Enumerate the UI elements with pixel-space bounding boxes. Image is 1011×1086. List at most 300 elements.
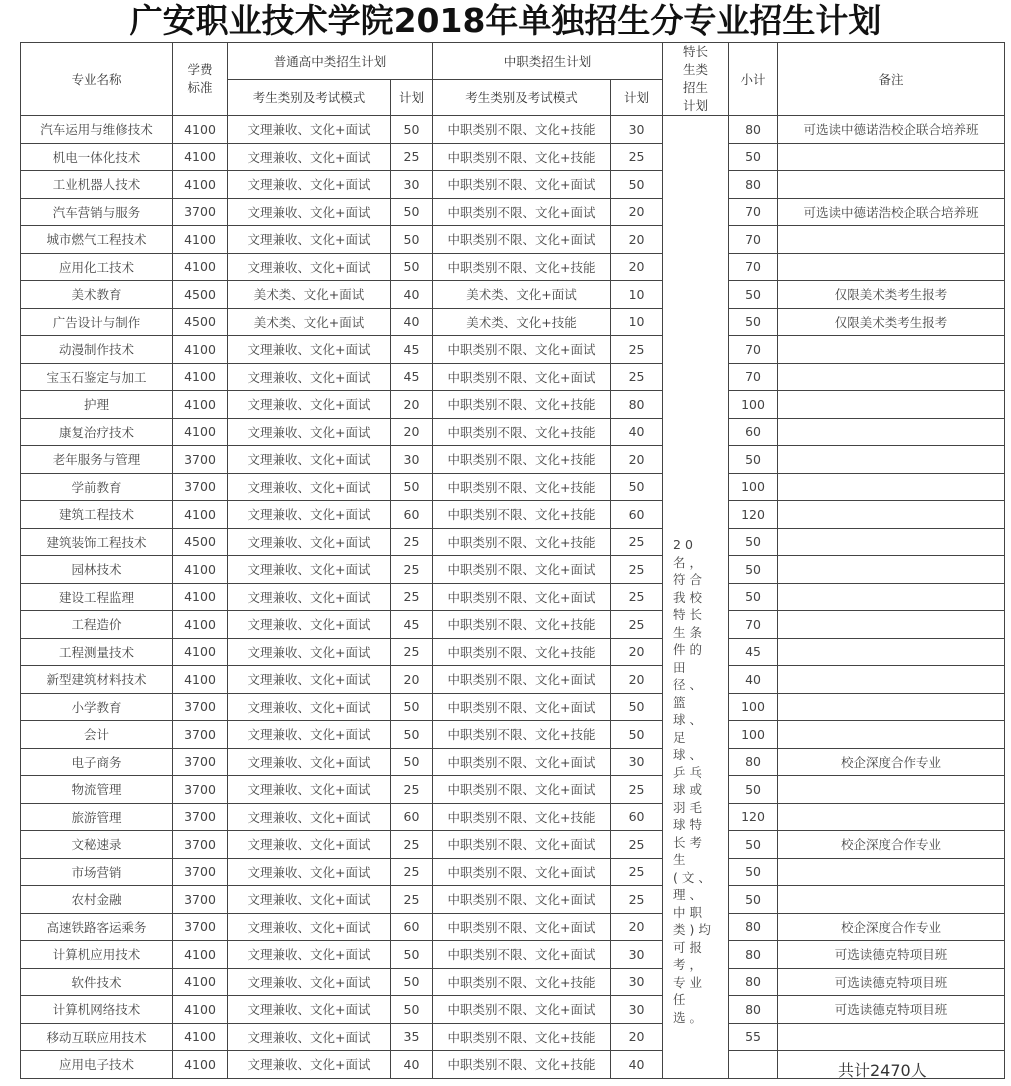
cell-hs-plan: 50	[391, 473, 433, 501]
header-highschool-plan: 普通高中类招生计划	[228, 43, 433, 80]
cell-fee: 3700	[173, 776, 228, 804]
cell-hs-mode: 文理兼收、文化+面试	[228, 501, 391, 529]
cell-fee: 4100	[173, 116, 228, 144]
cell-hs-plan: 25	[391, 831, 433, 859]
cell-hs-mode: 文理兼收、文化+面试	[228, 363, 391, 391]
cell-notes: 校企深度合作专业	[778, 913, 1005, 941]
cell-voc-plan: 20	[611, 638, 663, 666]
cell-fee: 4100	[173, 253, 228, 281]
cell-notes: 校企深度合作专业	[778, 748, 1005, 776]
cell-subtotal: 80	[729, 996, 778, 1024]
total-count: 共计2470人	[838, 1061, 927, 1080]
cell-subtotal: 45	[729, 638, 778, 666]
cell-major: 应用电子技术	[21, 1051, 173, 1079]
table-row	[21, 198, 1005, 226]
table-row	[21, 913, 1005, 941]
cell-hs-plan: 20	[391, 666, 433, 694]
cell-voc-plan: 25	[611, 336, 663, 364]
cell-subtotal: 50	[729, 528, 778, 556]
cell-hs-mode: 文理兼收、文化+面试	[228, 748, 391, 776]
cell-notes: 校企深度合作专业	[778, 831, 1005, 859]
cell-subtotal: 120	[729, 501, 778, 529]
cell-major: 应用化工技术	[21, 253, 173, 281]
cell-hs-plan: 50	[391, 968, 433, 996]
cell-voc-plan: 60	[611, 803, 663, 831]
cell-voc-mode: 中职类别不限、文化+技能	[433, 391, 611, 419]
cell-voc-plan: 25	[611, 776, 663, 804]
cell-voc-mode: 中职类别不限、文化+技能	[433, 446, 611, 474]
cell-voc-mode: 中职类别不限、文化+技能	[433, 1051, 611, 1079]
cell-hs-plan: 20	[391, 391, 433, 419]
table-row	[21, 803, 1005, 831]
cell-voc-mode: 中职类别不限、文化+面试	[433, 198, 611, 226]
cell-voc-mode: 中职类别不限、文化+技能	[433, 253, 611, 281]
cell-notes	[778, 803, 1005, 831]
cell-hs-mode: 文理兼收、文化+面试	[228, 143, 391, 171]
cell-hs-plan: 25	[391, 776, 433, 804]
cell-voc-mode: 中职类别不限、文化+面试	[433, 913, 611, 941]
cell-subtotal: 80	[729, 941, 778, 969]
header-fee: 学费标准	[173, 43, 228, 116]
cell-voc-plan: 10	[611, 308, 663, 336]
cell-voc-mode: 中职类别不限、文化+面试	[433, 336, 611, 364]
cell-hs-plan: 25	[391, 583, 433, 611]
cell-hs-mode: 文理兼收、文化+面试	[228, 336, 391, 364]
cell-hs-mode: 文理兼收、文化+面试	[228, 473, 391, 501]
cell-hs-plan: 60	[391, 501, 433, 529]
enrollment-plan-table	[20, 42, 1005, 1079]
cell-fee: 4100	[173, 363, 228, 391]
cell-subtotal: 70	[729, 336, 778, 364]
cell-major: 市场营销	[21, 858, 173, 886]
cell-major: 美术教育	[21, 281, 173, 309]
cell-major: 新型建筑材料技术	[21, 666, 173, 694]
cell-voc-plan: 20	[611, 666, 663, 694]
table-row	[21, 638, 1005, 666]
cell-voc-mode: 中职类别不限、文化+技能	[433, 803, 611, 831]
cell-voc-plan: 30	[611, 996, 663, 1024]
cell-hs-plan: 50	[391, 941, 433, 969]
cell-voc-plan: 25	[611, 831, 663, 859]
cell-voc-mode: 中职类别不限、文化+面试	[433, 886, 611, 914]
cell-notes	[778, 446, 1005, 474]
cell-hs-mode: 文理兼收、文化+面试	[228, 418, 391, 446]
cell-fee: 3700	[173, 748, 228, 776]
cell-voc-mode: 中职类别不限、文化+技能	[433, 418, 611, 446]
cell-notes	[778, 336, 1005, 364]
header-hs-plan: 计划	[391, 79, 433, 116]
cell-voc-mode: 中职类别不限、文化+技能	[433, 143, 611, 171]
cell-fee: 4500	[173, 281, 228, 309]
table-row	[21, 473, 1005, 501]
cell-voc-plan: 25	[611, 363, 663, 391]
cell-fee: 3700	[173, 831, 228, 859]
cell-hs-mode: 文理兼收、文化+面试	[228, 171, 391, 199]
cell-special-plan: 20名，符合我校特长生条件的田径、篮球、足球、乒乓球或羽毛球特长考生(文、理、中职类)均可报考，专业任选。	[663, 116, 729, 1079]
cell-voc-mode: 中职类别不限、文化+面试	[433, 996, 611, 1024]
table-row	[21, 226, 1005, 254]
cell-notes	[778, 171, 1005, 199]
cell-major: 城市燃气工程技术	[21, 226, 173, 254]
cell-voc-plan: 25	[611, 583, 663, 611]
cell-major: 宝玉石鉴定与加工	[21, 363, 173, 391]
cell-voc-plan: 25	[611, 858, 663, 886]
cell-notes: 可选读中德诺浩校企联合培养班	[778, 116, 1005, 144]
cell-subtotal	[729, 1051, 778, 1079]
cell-voc-plan: 30	[611, 968, 663, 996]
cell-subtotal: 70	[729, 611, 778, 639]
cell-fee: 3700	[173, 446, 228, 474]
cell-fee: 4500	[173, 528, 228, 556]
cell-voc-mode: 中职类别不限、文化+技能	[433, 611, 611, 639]
table-row	[21, 1023, 1005, 1051]
table-row	[21, 968, 1005, 996]
cell-voc-mode: 中职类别不限、文化+技能	[433, 116, 611, 144]
header-voc-mode: 考生类别及考试模式	[433, 79, 611, 116]
cell-hs-plan: 20	[391, 418, 433, 446]
cell-major: 电子商务	[21, 748, 173, 776]
cell-hs-plan: 50	[391, 693, 433, 721]
cell-hs-mode: 文理兼收、文化+面试	[228, 776, 391, 804]
cell-hs-plan: 25	[391, 638, 433, 666]
cell-major: 建筑装饰工程技术	[21, 528, 173, 556]
table-row	[21, 611, 1005, 639]
cell-fee: 3700	[173, 721, 228, 749]
cell-hs-plan: 45	[391, 611, 433, 639]
cell-notes	[778, 226, 1005, 254]
cell-hs-plan: 25	[391, 556, 433, 584]
cell-hs-mode: 文理兼收、文化+面试	[228, 638, 391, 666]
cell-hs-mode: 文理兼收、文化+面试	[228, 803, 391, 831]
cell-voc-mode: 中职类别不限、文化+技能	[433, 638, 611, 666]
cell-hs-plan: 50	[391, 721, 433, 749]
cell-voc-plan: 10	[611, 281, 663, 309]
cell-hs-mode: 文理兼收、文化+面试	[228, 253, 391, 281]
cell-voc-mode: 美术类、文化+技能	[433, 308, 611, 336]
cell-notes	[778, 611, 1005, 639]
cell-major: 工程造价	[21, 611, 173, 639]
cell-subtotal: 50	[729, 281, 778, 309]
cell-notes	[778, 556, 1005, 584]
cell-hs-plan: 50	[391, 116, 433, 144]
cell-major: 工程测量技术	[21, 638, 173, 666]
cell-voc-mode: 中职类别不限、文化+面试	[433, 666, 611, 694]
cell-subtotal: 50	[729, 776, 778, 804]
cell-notes: 可选读中德诺浩校企联合培养班	[778, 198, 1005, 226]
cell-notes	[778, 666, 1005, 694]
cell-subtotal: 50	[729, 308, 778, 336]
cell-fee: 4100	[173, 501, 228, 529]
cell-hs-mode: 文理兼收、文化+面试	[228, 1051, 391, 1079]
cell-hs-mode: 文理兼收、文化+面试	[228, 831, 391, 859]
cell-subtotal: 50	[729, 143, 778, 171]
cell-major: 高速铁路客运乘务	[21, 913, 173, 941]
header-voc-plan: 计划	[611, 79, 663, 116]
cell-voc-plan: 20	[611, 913, 663, 941]
table-row	[21, 336, 1005, 364]
cell-major: 软件技术	[21, 968, 173, 996]
cell-voc-plan: 50	[611, 171, 663, 199]
cell-hs-plan: 35	[391, 1023, 433, 1051]
cell-subtotal: 100	[729, 693, 778, 721]
header-special-plan: 特长生类招生计划	[663, 43, 729, 116]
cell-notes	[778, 776, 1005, 804]
table-row	[21, 116, 1005, 144]
cell-hs-plan: 50	[391, 996, 433, 1024]
cell-hs-mode: 文理兼收、文化+面试	[228, 528, 391, 556]
cell-hs-plan: 40	[391, 308, 433, 336]
cell-hs-mode: 文理兼收、文化+面试	[228, 1023, 391, 1051]
cell-subtotal: 60	[729, 418, 778, 446]
table-row	[21, 583, 1005, 611]
table-row	[21, 776, 1005, 804]
cell-hs-plan: 25	[391, 528, 433, 556]
cell-fee: 4100	[173, 1051, 228, 1079]
table-row	[21, 253, 1005, 281]
cell-voc-mode: 美术类、文化+面试	[433, 281, 611, 309]
cell-fee: 3700	[173, 886, 228, 914]
cell-fee: 4100	[173, 1023, 228, 1051]
cell-voc-plan: 25	[611, 528, 663, 556]
cell-voc-plan: 20	[611, 253, 663, 281]
cell-fee: 3700	[173, 198, 228, 226]
header-notes: 备注	[778, 43, 1005, 116]
cell-hs-mode: 文理兼收、文化+面试	[228, 556, 391, 584]
cell-fee: 4100	[173, 336, 228, 364]
cell-notes: 仅限美术类考生报考	[778, 281, 1005, 309]
cell-hs-plan: 40	[391, 1051, 433, 1079]
cell-voc-plan: 80	[611, 391, 663, 419]
cell-notes	[778, 638, 1005, 666]
table-row	[21, 171, 1005, 199]
cell-notes	[778, 886, 1005, 914]
cell-hs-mode: 文理兼收、文化+面试	[228, 721, 391, 749]
cell-voc-mode: 中职类别不限、文化+面试	[433, 748, 611, 776]
cell-hs-plan: 45	[391, 363, 433, 391]
cell-major: 园林技术	[21, 556, 173, 584]
cell-fee: 3700	[173, 693, 228, 721]
cell-subtotal: 80	[729, 913, 778, 941]
cell-notes	[778, 391, 1005, 419]
cell-notes: 可选读德克特项目班	[778, 996, 1005, 1024]
cell-subtotal: 70	[729, 226, 778, 254]
cell-hs-mode: 文理兼收、文化+面试	[228, 116, 391, 144]
cell-voc-plan: 50	[611, 473, 663, 501]
cell-subtotal: 40	[729, 666, 778, 694]
cell-notes	[778, 528, 1005, 556]
cell-hs-mode: 文理兼收、文化+面试	[228, 391, 391, 419]
cell-major: 机电一体化技术	[21, 143, 173, 171]
table-row	[21, 556, 1005, 584]
cell-subtotal: 80	[729, 748, 778, 776]
cell-major: 小学教育	[21, 693, 173, 721]
cell-major: 汽车运用与维修技术	[21, 116, 173, 144]
table-row	[21, 446, 1005, 474]
cell-hs-plan: 25	[391, 886, 433, 914]
cell-hs-mode: 文理兼收、文化+面试	[228, 611, 391, 639]
cell-subtotal: 50	[729, 583, 778, 611]
cell-voc-plan: 20	[611, 226, 663, 254]
cell-subtotal: 55	[729, 1023, 778, 1051]
header-hs-mode: 考生类别及考试模式	[228, 79, 391, 116]
cell-voc-plan: 25	[611, 886, 663, 914]
cell-voc-plan: 40	[611, 1051, 663, 1079]
cell-voc-plan: 50	[611, 693, 663, 721]
page-title: 广安职业技术学院2018年单独招生分专业招生计划	[129, 1, 882, 40]
cell-voc-mode: 中职类别不限、文化+面试	[433, 363, 611, 391]
table-row	[21, 748, 1005, 776]
cell-notes: 仅限美术类考生报考	[778, 308, 1005, 336]
cell-subtotal: 80	[729, 171, 778, 199]
cell-voc-mode: 中职类别不限、文化+面试	[433, 583, 611, 611]
cell-major: 计算机网络技术	[21, 996, 173, 1024]
cell-fee: 4100	[173, 583, 228, 611]
cell-hs-mode: 文理兼收、文化+面试	[228, 913, 391, 941]
cell-hs-plan: 60	[391, 803, 433, 831]
table-row	[21, 858, 1005, 886]
table-row	[21, 143, 1005, 171]
cell-major: 老年服务与管理	[21, 446, 173, 474]
cell-notes	[778, 253, 1005, 281]
cell-hs-plan: 50	[391, 253, 433, 281]
table-row	[21, 693, 1005, 721]
cell-hs-mode: 文理兼收、文化+面试	[228, 446, 391, 474]
cell-voc-plan: 40	[611, 418, 663, 446]
table-row	[21, 941, 1005, 969]
cell-subtotal: 50	[729, 556, 778, 584]
table-body	[21, 116, 1005, 1079]
cell-major: 物流管理	[21, 776, 173, 804]
cell-voc-plan: 20	[611, 1023, 663, 1051]
cell-hs-plan: 50	[391, 748, 433, 776]
cell-voc-mode: 中职类别不限、文化+面试	[433, 171, 611, 199]
cell-hs-plan: 25	[391, 143, 433, 171]
cell-hs-plan: 50	[391, 226, 433, 254]
cell-voc-mode: 中职类别不限、文化+技能	[433, 968, 611, 996]
cell-voc-mode: 中职类别不限、文化+面试	[433, 831, 611, 859]
cell-notes: 可选读德克特项目班	[778, 968, 1005, 996]
cell-voc-mode: 中职类别不限、文化+技能	[433, 528, 611, 556]
cell-major: 广告设计与制作	[21, 308, 173, 336]
cell-voc-plan: 20	[611, 198, 663, 226]
table-row	[21, 721, 1005, 749]
cell-major: 汽车营销与服务	[21, 198, 173, 226]
cell-voc-plan: 50	[611, 721, 663, 749]
cell-hs-plan: 30	[391, 446, 433, 474]
cell-hs-mode: 文理兼收、文化+面试	[228, 941, 391, 969]
cell-major: 动漫制作技术	[21, 336, 173, 364]
cell-notes	[778, 693, 1005, 721]
cell-hs-mode: 文理兼收、文化+面试	[228, 666, 391, 694]
cell-hs-mode: 文理兼收、文化+面试	[228, 858, 391, 886]
cell-fee: 4100	[173, 996, 228, 1024]
cell-voc-plan: 25	[611, 556, 663, 584]
cell-subtotal: 50	[729, 446, 778, 474]
cell-hs-mode: 文理兼收、文化+面试	[228, 693, 391, 721]
cell-hs-plan: 25	[391, 858, 433, 886]
cell-fee: 4100	[173, 611, 228, 639]
cell-subtotal: 50	[729, 831, 778, 859]
cell-subtotal: 50	[729, 858, 778, 886]
cell-fee: 4100	[173, 226, 228, 254]
cell-subtotal: 70	[729, 253, 778, 281]
cell-major: 旅游管理	[21, 803, 173, 831]
cell-fee: 4100	[173, 941, 228, 969]
cell-hs-mode: 文理兼收、文化+面试	[228, 583, 391, 611]
cell-voc-mode: 中职类别不限、文化+技能	[433, 721, 611, 749]
cell-notes	[778, 143, 1005, 171]
cell-voc-mode: 中职类别不限、文化+面试	[433, 858, 611, 886]
table-row	[21, 996, 1005, 1024]
cell-voc-mode: 中职类别不限、文化+面试	[433, 556, 611, 584]
cell-major: 会计	[21, 721, 173, 749]
cell-hs-mode: 文理兼收、文化+面试	[228, 968, 391, 996]
cell-voc-plan: 60	[611, 501, 663, 529]
cell-voc-mode: 中职类别不限、文化+面试	[433, 776, 611, 804]
cell-subtotal: 70	[729, 363, 778, 391]
cell-major: 建设工程监理	[21, 583, 173, 611]
cell-hs-mode: 美术类、文化+面试	[228, 308, 391, 336]
cell-voc-mode: 中职类别不限、文化+技能	[433, 1023, 611, 1051]
cell-voc-plan: 30	[611, 941, 663, 969]
header-major: 专业名称	[21, 43, 173, 116]
header-subtotal: 小计	[729, 43, 778, 116]
cell-hs-plan: 40	[391, 281, 433, 309]
table-row	[21, 666, 1005, 694]
table-row	[21, 501, 1005, 529]
cell-major: 计算机应用技术	[21, 941, 173, 969]
cell-hs-mode: 文理兼收、文化+面试	[228, 996, 391, 1024]
cell-fee: 3700	[173, 803, 228, 831]
cell-notes	[778, 501, 1005, 529]
cell-major: 农村金融	[21, 886, 173, 914]
cell-voc-plan: 25	[611, 143, 663, 171]
cell-major: 工业机器人技术	[21, 171, 173, 199]
cell-notes	[778, 721, 1005, 749]
table-row	[21, 418, 1005, 446]
cell-fee: 4500	[173, 308, 228, 336]
cell-fee: 4100	[173, 968, 228, 996]
cell-fee: 4100	[173, 666, 228, 694]
cell-voc-mode: 中职类别不限、文化+面试	[433, 693, 611, 721]
cell-subtotal: 70	[729, 198, 778, 226]
cell-voc-mode: 中职类别不限、文化+技能	[433, 473, 611, 501]
cell-hs-mode: 美术类、文化+面试	[228, 281, 391, 309]
cell-subtotal: 100	[729, 473, 778, 501]
cell-notes: 可选读德克特项目班	[778, 941, 1005, 969]
cell-subtotal: 80	[729, 968, 778, 996]
cell-notes	[778, 858, 1005, 886]
table-row	[21, 831, 1005, 859]
cell-notes	[778, 363, 1005, 391]
cell-notes	[778, 1023, 1005, 1051]
cell-fee: 4100	[173, 556, 228, 584]
cell-notes	[778, 418, 1005, 446]
cell-hs-mode: 文理兼收、文化+面试	[228, 198, 391, 226]
table-row	[21, 391, 1005, 419]
cell-subtotal: 50	[729, 886, 778, 914]
cell-hs-plan: 50	[391, 198, 433, 226]
cell-fee: 3700	[173, 473, 228, 501]
cell-major: 文秘速录	[21, 831, 173, 859]
cell-fee: 4100	[173, 638, 228, 666]
cell-major: 建筑工程技术	[21, 501, 173, 529]
cell-voc-mode: 中职类别不限、文化+面试	[433, 226, 611, 254]
cell-hs-plan: 30	[391, 171, 433, 199]
cell-fee: 3700	[173, 913, 228, 941]
table-row	[21, 528, 1005, 556]
cell-hs-plan: 60	[391, 913, 433, 941]
